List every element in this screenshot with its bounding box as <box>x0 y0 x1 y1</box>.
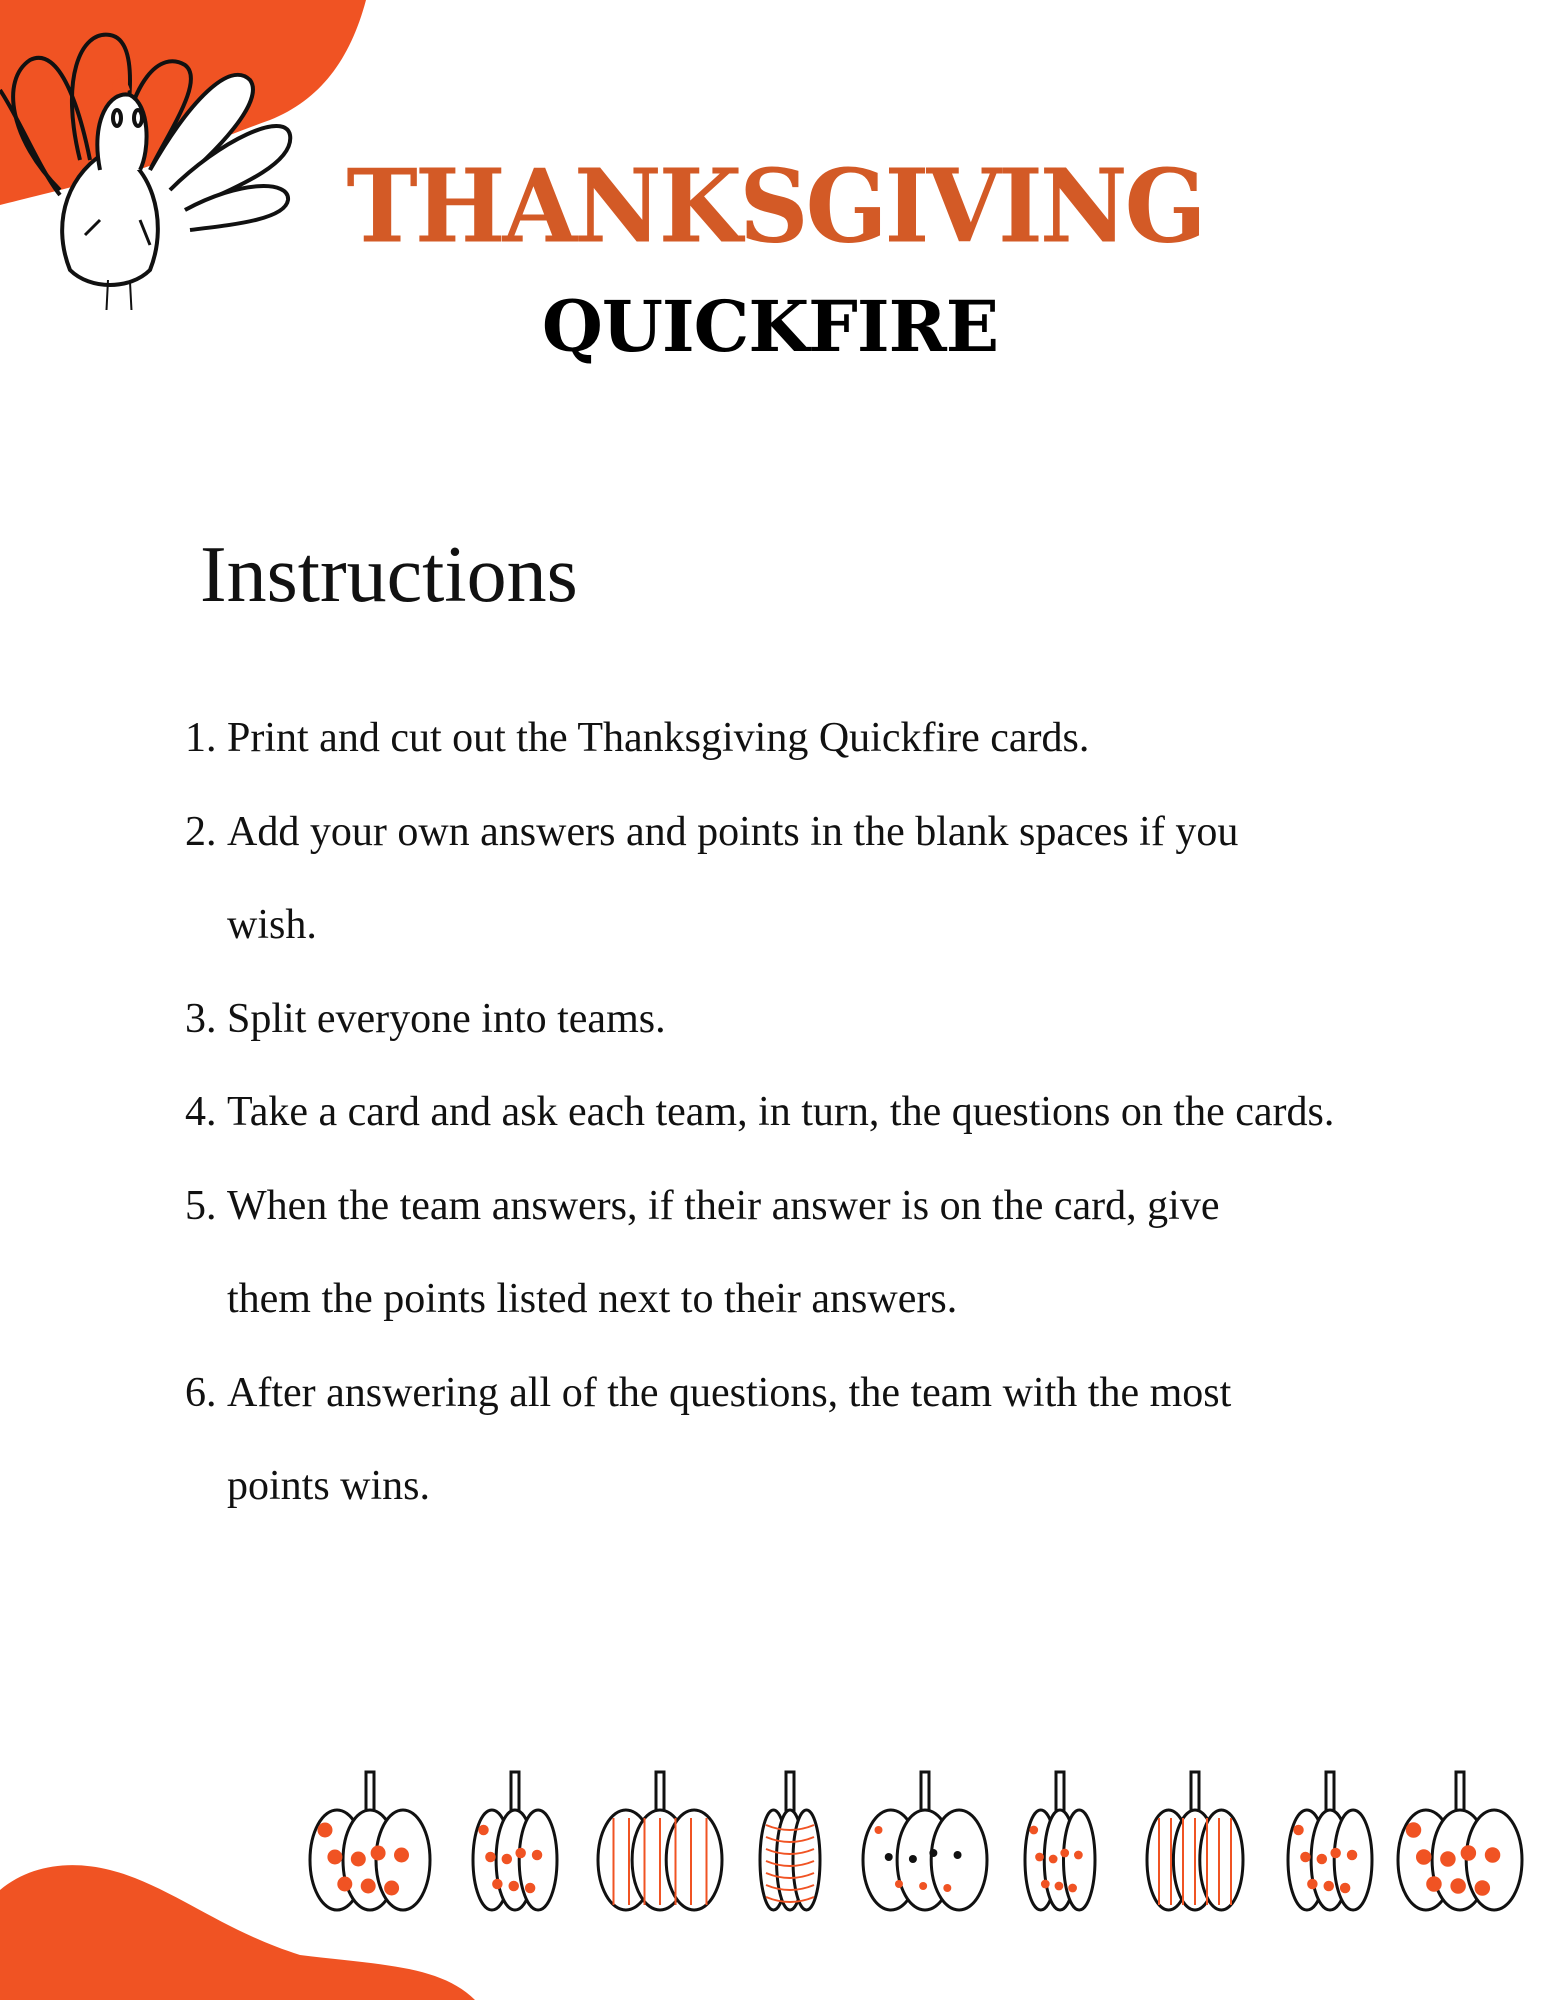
pumpkin-icon <box>760 1772 820 1910</box>
pumpkin-icon <box>1025 1772 1095 1910</box>
pumpkin-icon <box>598 1772 722 1910</box>
list-item: 6. After answering all of the questions, the team with the most points wins. <box>185 1369 1232 1509</box>
list-item: 5. When the team answers, if their answer is on the card, give them the points listed next to their answers. <box>185 1182 1220 1322</box>
page-title: THANKSGIVING <box>346 147 1204 266</box>
turkey-icon <box>0 20 300 310</box>
list-item: 3. Split everyone into teams. <box>185 995 666 1042</box>
list-item: 4. Take a card and ask each team, in turn, the questions on the cards. <box>185 1089 1335 1135</box>
pumpkin-icon <box>473 1772 557 1910</box>
page-subtitle: QUICKFIRE <box>541 285 999 368</box>
instructions-list <box>185 692 1385 1534</box>
pumpkin-icon <box>310 1772 430 1910</box>
pumpkin-icon <box>1288 1772 1372 1910</box>
instructions-heading: Instructions <box>200 531 578 619</box>
pumpkin-icon <box>1147 1772 1243 1910</box>
list-item: 2. Add your own answers and points in the blank spaces if you wish. <box>185 808 1239 948</box>
pumpkin-row <box>300 1760 1540 1920</box>
list-item: 1. Print and cut out the Thanksgiving Quickfire cards. <box>185 715 1090 761</box>
pumpkin-icon <box>863 1772 987 1910</box>
pumpkin-icon <box>1398 1772 1522 1910</box>
